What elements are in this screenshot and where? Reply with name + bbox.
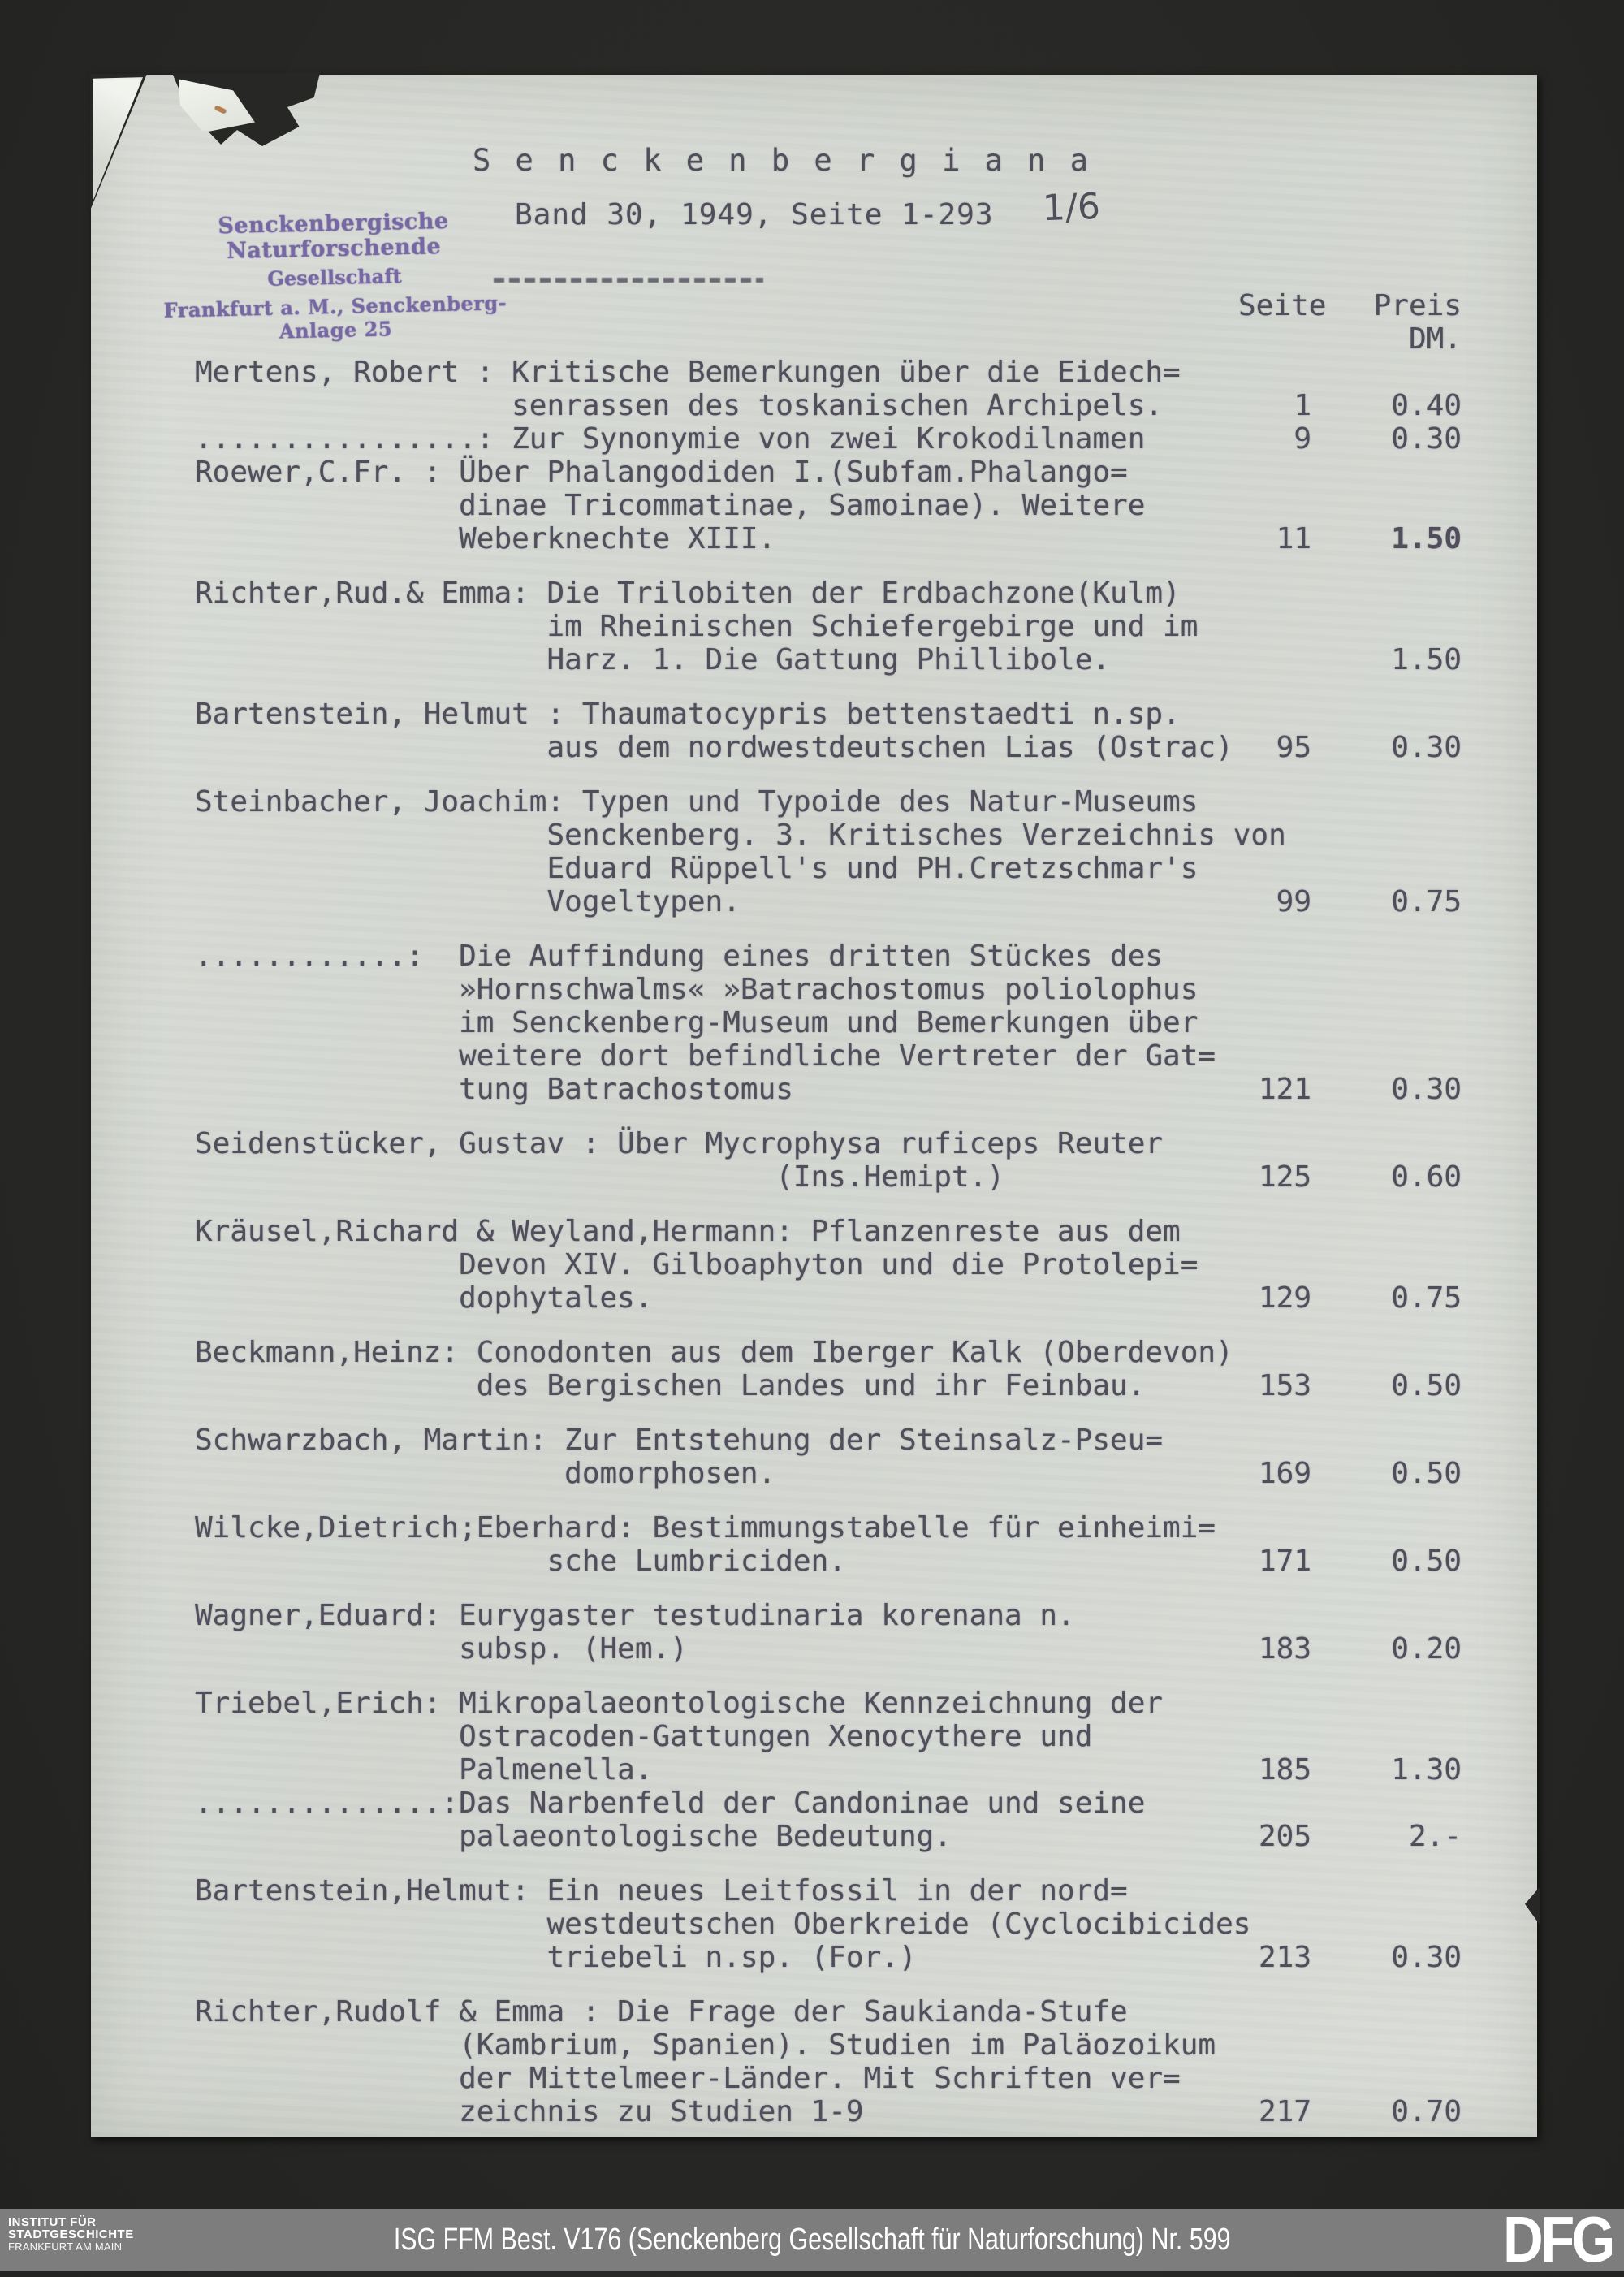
- toc-line: [195, 852, 1286, 885]
- toc-line: [195, 698, 1286, 731]
- table-of-contents: [195, 289, 1462, 2128]
- toc-text: westdeutschen Oberkreide (Cyclocibicides: [195, 1908, 1251, 1941]
- toc-line: [195, 1281, 1462, 1315]
- toc-text: domorphosen.: [195, 1457, 776, 1490]
- preis-value: 0.60: [1391, 1160, 1462, 1194]
- toc-text: Seidenstücker, Gustav : Über Mycrophysa ruficeps Reuter: [195, 1127, 1164, 1160]
- viewer-footer-bar: [0, 2203, 1624, 2275]
- toc-line: [195, 1753, 1462, 1787]
- journal-title: S e n c k e n b e r g i a n a: [473, 143, 1092, 178]
- toc-text: sche Lumbriciden.: [195, 1545, 846, 1578]
- institute-block: [8, 2216, 134, 2253]
- toc-text: Mertens, Robert : Kritische Bemerkungen über die Eidech=: [195, 356, 1181, 389]
- toc-line: [195, 1820, 1462, 1853]
- toc-line: [195, 1160, 1462, 1194]
- toc-line: [195, 1248, 1286, 1281]
- toc-gap: [195, 1974, 1286, 1995]
- toc-line: [195, 356, 1286, 389]
- toc-gap: [195, 676, 1286, 698]
- toc-line: [195, 731, 1462, 764]
- toc-line: [195, 1457, 1462, 1490]
- seite-value: 183: [1258, 1632, 1311, 1666]
- toc-text: weitere dort befindliche Vertreter der Gat=: [195, 1039, 1216, 1073]
- preis-value: 0.40: [1391, 389, 1462, 422]
- dfg-logo-wrap: [1485, 2203, 1613, 2275]
- seite-value: 217: [1258, 2095, 1311, 2128]
- seite-value: 125: [1258, 1160, 1311, 1194]
- toc-text: Eduard Rüppell's und PH.Cretzschmar's: [195, 852, 1199, 885]
- toc-line: [195, 819, 1286, 852]
- toc-gap: [195, 1666, 1286, 1687]
- stamp-line: Gesellschaft: [267, 264, 402, 291]
- toc-text: Weberknechte XIII.: [195, 522, 776, 555]
- toc-text: Kräusel,Richard & Weyland,Hermann: Pflanzenreste aus dem: [195, 1215, 1181, 1248]
- toc-text: Bartenstein, Helmut : Thaumatocypris bettenstaedti n.sp.: [195, 698, 1181, 731]
- toc-line: [195, 643, 1462, 676]
- toc-line: [195, 2062, 1286, 2095]
- toc-text: Triebel,Erich: Mikropalaeontologische Kennzeichnung der: [195, 1687, 1164, 1720]
- toc-line: [195, 522, 1462, 555]
- institute-line: INSTITUT FÜR: [8, 2215, 97, 2229]
- toc-line: [195, 2029, 1286, 2062]
- toc-text: Devon XIV. Gilboaphyton und die Protolepi=: [195, 1248, 1199, 1281]
- toc-gap: [195, 555, 1286, 577]
- institute-line: STADTGESCHICHTE: [8, 2227, 134, 2241]
- volume-line: Band 30, 1949, Seite 1-293: [515, 198, 994, 231]
- toc-line: [195, 1215, 1286, 1248]
- toc-line: [195, 1599, 1286, 1632]
- scanned-page: [91, 75, 1537, 2137]
- toc-text: aus dem nordwestdeutschen Lias (Ostrac): [195, 731, 1233, 764]
- toc-text: dinae Tricommatinae, Samoinae). Weitere: [195, 489, 1146, 522]
- preis-value: 2.-: [1408, 1820, 1462, 1853]
- column-header-seite: Seite: [1238, 289, 1327, 322]
- toc-text: Wagner,Eduard: Eurygaster testudinaria korenana n.: [195, 1599, 1075, 1632]
- toc-line: [195, 973, 1286, 1006]
- toc-text: Palmenella.: [195, 1753, 653, 1787]
- toc-text: Roewer,C.Fr. : Über Phalangodiden I.(Subfam.Phalango=: [195, 456, 1128, 489]
- preis-value: 1.50: [1391, 522, 1462, 555]
- seite-value: 99: [1276, 885, 1311, 918]
- toc-line: [195, 1039, 1286, 1073]
- preis-value: 0.30: [1391, 1941, 1462, 1974]
- toc-text: im Senckenberg-Museum und Bemerkungen über: [195, 1006, 1199, 1039]
- dfg-logo: DFG: [1503, 2203, 1613, 2275]
- preis-value: 0.50: [1391, 1457, 1462, 1490]
- toc-gap: [195, 1402, 1286, 1424]
- toc-line: [195, 489, 1286, 522]
- toc-line: [195, 1369, 1462, 1402]
- toc-text: ................: Zur Synonymie von zwei Krokodilnamen: [195, 422, 1146, 456]
- seite-value: 205: [1258, 1820, 1311, 1853]
- column-header-dm: DM.: [1408, 322, 1462, 356]
- seite-value: 1: [1294, 389, 1311, 422]
- archive-caption: ISG FFM Best. V176 (Senckenberg Gesellschaft für Naturforschung) Nr. 599: [393, 2222, 1231, 2257]
- toc-gap: [195, 1578, 1286, 1599]
- toc-rows: [195, 356, 1462, 2128]
- preis-value: 0.30: [1391, 731, 1462, 764]
- toc-text: dophytales.: [195, 1281, 653, 1315]
- toc-text: ..............:Das Narbenfeld der Candoninae und seine: [195, 1787, 1146, 1820]
- toc-line: [195, 389, 1462, 422]
- handwritten-mark: 1/6: [1042, 185, 1101, 230]
- toc-text: Richter,Rudolf & Emma : Die Frage der Saukianda-Stufe: [195, 1995, 1128, 2029]
- seite-value: 169: [1258, 1457, 1311, 1490]
- dashed-underline: [494, 278, 763, 283]
- toc-line: [195, 577, 1286, 610]
- toc-text: senrassen des toskanischen Archipels.: [195, 389, 1164, 422]
- preis-value: 0.70: [1391, 2095, 1462, 2128]
- toc-text: Steinbacher, Joachim: Typen und Typoide des Natur-Museums: [195, 785, 1199, 819]
- toc-text: (Kambrium, Spanien). Studien im Paläozoikum: [195, 2029, 1216, 2062]
- toc-text: Senckenberg. 3. Kritisches Verzeichnis von: [195, 819, 1286, 852]
- toc-gap: [195, 918, 1286, 940]
- toc-text: Beckmann,Heinz: Conodonten aus dem Iberger Kalk (Oberdevon): [195, 1336, 1233, 1369]
- toc-text: subsp. (Hem.): [195, 1632, 688, 1666]
- toc-line: [195, 422, 1462, 456]
- seite-value: 153: [1258, 1369, 1311, 1402]
- stamp-line: Senckenbergische Naturforschende: [218, 208, 449, 264]
- toc-line: [195, 1720, 1286, 1753]
- preis-value: 1.50: [1391, 643, 1462, 676]
- toc-gap: [195, 1106, 1286, 1127]
- preis-value: 0.50: [1391, 1369, 1462, 1402]
- toc-line: [195, 1941, 1462, 1974]
- toc-line: [195, 1995, 1286, 2029]
- toc-text: tung Batrachostomus: [195, 1073, 793, 1106]
- toc-line: [195, 1511, 1286, 1545]
- toc-gap: [195, 1194, 1286, 1215]
- toc-gap: [195, 1853, 1286, 1874]
- toc-line: [195, 1127, 1286, 1160]
- column-header-preis: Preis: [1373, 289, 1462, 322]
- toc-line: [195, 1073, 1462, 1106]
- toc-text: Ostracoden-Gattungen Xenocythere und: [195, 1720, 1093, 1753]
- toc-line: [195, 785, 1286, 819]
- institute-line: FRANKFURT AM MAIN: [8, 2240, 123, 2253]
- toc-line: [195, 1687, 1286, 1720]
- toc-line: [195, 885, 1462, 918]
- toc-gap: [195, 764, 1286, 785]
- preis-value: 0.30: [1391, 422, 1462, 456]
- seite-value: 129: [1258, 1281, 1311, 1315]
- toc-line: [195, 1874, 1286, 1908]
- preis-value: 1.30: [1391, 1753, 1462, 1787]
- seite-value: 185: [1258, 1753, 1311, 1787]
- toc-line: [195, 1908, 1286, 1941]
- toc-text: Harz. 1. Die Gattung Phillibole.: [195, 643, 1111, 676]
- seite-value: 213: [1258, 1941, 1311, 1974]
- toc-text: triebeli n.sp. (For.): [195, 1941, 917, 1974]
- toc-text: (Ins.Hemipt.): [195, 1160, 1004, 1194]
- seite-value: 11: [1276, 522, 1311, 555]
- seite-value: 121: [1258, 1073, 1311, 1106]
- edge-nick: [1525, 1887, 1540, 1925]
- preis-value: 0.30: [1391, 1073, 1462, 1106]
- toc-text: Wilcke,Dietrich;Eberhard: Bestimmungstabelle für einheimi=: [195, 1511, 1216, 1545]
- toc-line: [195, 2095, 1462, 2128]
- toc-line: [195, 1545, 1462, 1578]
- toc-text: Schwarzbach, Martin: Zur Entstehung der Steinsalz-Pseu=: [195, 1424, 1164, 1457]
- toc-line: [195, 1336, 1286, 1369]
- toc-gap: [195, 1315, 1286, 1336]
- toc-text: Richter,Rud.& Emma: Die Trilobiten der Erdbachzone(Kulm): [195, 577, 1181, 610]
- toc-line: [195, 456, 1286, 489]
- toc-text: Bartenstein,Helmut: Ein neues Leitfossil in der nord=: [195, 1874, 1128, 1908]
- toc-line: [195, 940, 1286, 973]
- seite-value: 171: [1258, 1545, 1311, 1578]
- seite-value: 9: [1294, 422, 1311, 456]
- toc-text: zeichnis zu Studien 1-9: [195, 2095, 864, 2128]
- toc-gap: [195, 1490, 1286, 1511]
- toc-line: [195, 1424, 1286, 1457]
- toc-line: [195, 1632, 1462, 1666]
- toc-text: ............: Die Auffindung eines dritten Stückes des: [195, 940, 1164, 973]
- column-header-row: [195, 322, 1462, 356]
- toc-text: der Mittelmeer-Länder. Mit Schriften ver=: [195, 2062, 1181, 2095]
- toc-text: des Bergischen Landes und ihr Feinbau.: [195, 1369, 1146, 1402]
- preis-value: 0.75: [1391, 1281, 1462, 1315]
- toc-text: »Hornschwalms« »Batrachostomus poliolophus: [195, 973, 1199, 1006]
- preis-value: 0.20: [1391, 1632, 1462, 1666]
- toc-text: Vogeltypen.: [195, 885, 741, 918]
- stamp-line: Frankfurt a. M., Senckenberg-Anlage 25: [163, 291, 508, 343]
- seite-value: 95: [1276, 731, 1311, 764]
- preis-value: 0.75: [1391, 885, 1462, 918]
- toc-line: [195, 1006, 1286, 1039]
- toc-line: [195, 610, 1286, 643]
- toc-text: palaeontologische Bedeutung.: [195, 1820, 952, 1853]
- toc-line: [195, 1787, 1286, 1820]
- toc-text: im Rheinischen Schiefergebirge und im: [195, 610, 1199, 643]
- column-header-row: [195, 289, 1462, 322]
- preis-value: 0.50: [1391, 1545, 1462, 1578]
